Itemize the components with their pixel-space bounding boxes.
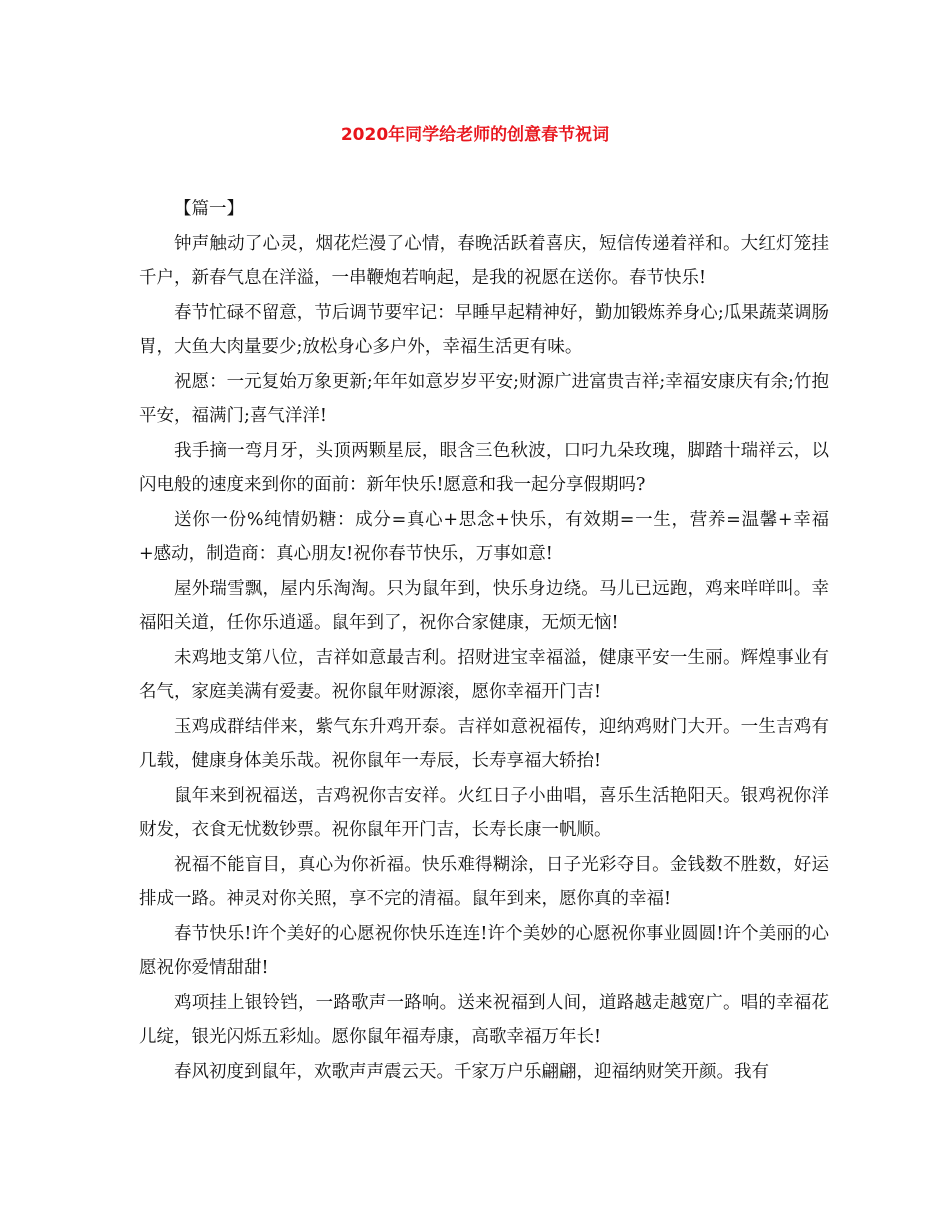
- paragraph-7: 未鸡地支第八位，吉祥如意最吉利。招财进宝幸福溢，健康平安一生丽。辉煌事业有名气，家庭美满有爱妻。祝你鼠年财源滚，愿你幸福开门吉!: [139, 647, 829, 702]
- paragraph-1: 钟声触动了心灵，烟花烂漫了心情，春晚活跃着喜庆，短信传递着祥和。大红灯笼挂千户，新春气息在洋溢，一串鞭炮若响起，是我的祝愿在送你。春节快乐!: [139, 233, 829, 288]
- paragraph-11: 春节快乐!许个美好的心愿祝你快乐连连!许个美妙的心愿祝你事业圆圆!许个美丽的心愿祝你爱情甜甜!: [139, 923, 829, 978]
- paragraph-6: 屋外瑞雪飘，屋内乐淘淘。只为鼠年到，快乐身边绕。马儿已远跑，鸡来咩咩叫。幸福阳关道，任你乐逍遥。鼠年到了，祝你合家健康，无烦无恼!: [139, 578, 829, 633]
- paragraph-8: 玉鸡成群结伴来，紫气东升鸡开泰。吉祥如意祝福传，迎纳鸡财门大开。一生吉鸡有几载，健康身体美乐哉。祝你鼠年一寿辰，长寿享福大轿抬!: [139, 716, 829, 771]
- paragraph-10: 祝福不能盲目，真心为你祈福。快乐难得糊涂，日子光彩夺目。金钱数不胜数，好运排成一路。神灵对你关照，享不完的清福。鼠年到来，愿你真的幸福!: [139, 854, 829, 909]
- paragraph-13: 春风初度到鼠年，欢歌声声震云天。千家万户乐翩翩，迎福纳财笑开颜。我有: [174, 1061, 769, 1082]
- paragraph-12: 鸡项挂上银铃铛，一路歌声一路响。送来祝福到人间，道路越走越宽广。唱的幸福花儿绽，银光闪烁五彩灿。愿你鼠年福寿康，高歌幸福万年长!: [139, 992, 829, 1047]
- page-title: 2020年同学给老师的创意春节祝词: [340, 125, 610, 145]
- document-body: [139, 192, 829, 1089]
- paragraph-9: 鼠年来到祝福送，吉鸡祝你吉安祥。火红日子小曲唱，喜乐生活艳阳天。银鸡祝你洋财发，衣食无忧数钞票。祝你鼠年开门吉，长寿长康一帆顺。: [139, 785, 829, 840]
- paragraph-3: 祝愿：一元复始万象更新;年年如意岁岁平安;财源广进富贵吉祥;幸福安康庆有余;竹抱平安，福满门;喜气洋洋!: [139, 371, 829, 426]
- paragraph-4: 我手摘一弯月牙，头顶两颗星辰，眼含三色秋波，口叼九朵玫瑰，脚踏十瑞祥云，以闪电般的速度来到你的面前：新年快乐!愿意和我一起分享假期吗?: [139, 440, 829, 495]
- paragraph-2: 春节忙碌不留意，节后调节要牢记：早睡早起精神好，勤加锻炼养身心;瓜果蔬菜调肠胃，大鱼大肉量要少;放松身心多户外，幸福生活更有味。: [139, 302, 829, 357]
- section-label: 【篇一】: [174, 199, 244, 219]
- paragraph-5: 送你一份%纯情奶糖：成分=真心+思念+快乐，有效期=一生，营养=温馨+幸福+感动，制造商：真心朋友!祝你春节快乐，万事如意!: [139, 509, 829, 564]
